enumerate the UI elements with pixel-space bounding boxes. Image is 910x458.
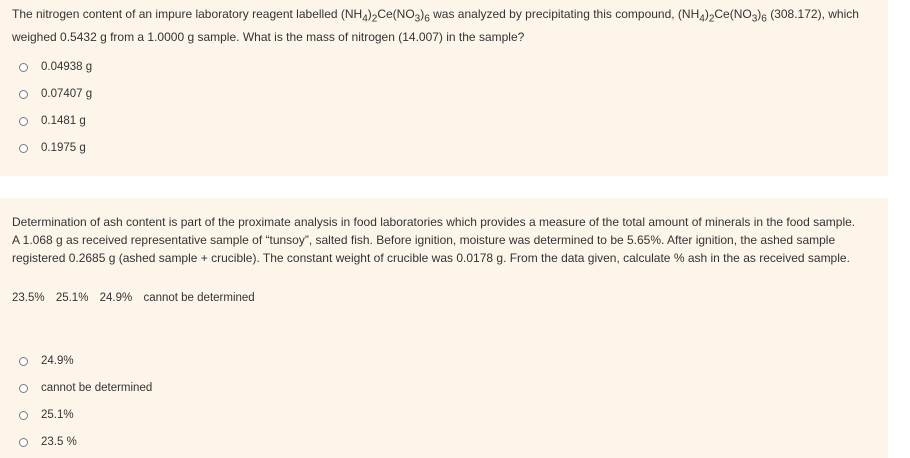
option-label: 25.1% xyxy=(41,409,74,421)
radio-button-icon[interactable] xyxy=(19,144,28,153)
option-label: 24.9% xyxy=(41,355,74,367)
radio-button-icon[interactable] xyxy=(19,63,28,72)
option-label: 0.07407 g xyxy=(41,88,93,100)
inline-choice: 25.1% xyxy=(55,292,89,304)
question-1-option-1[interactable] xyxy=(19,59,92,75)
option-label: 0.04938 g xyxy=(41,61,93,73)
radio-button-icon[interactable] xyxy=(19,357,28,366)
question-2-inline-choices xyxy=(12,292,263,304)
option-label: 0.1481 g xyxy=(41,115,86,127)
question-2-text: Determination of ash content is part of the proximate analysis in food laboratories which provides a measure of the total amount of minerals in the food sample. A 1.068 g as received representative sample of “tunsoy”, salted fish. Before ignition, moisture was determined to be 5.65%. After ignition, the ashed sample registered 0.2685 g (ashed sample + crucible). The constant weight of crucible was 0.0178 g. From the data given, calculate % ash in the as received sample. xyxy=(12,215,856,265)
inline-choice: 24.9% xyxy=(99,292,133,304)
question-1-option-4[interactable] xyxy=(19,140,86,156)
option-label: 23.5 % xyxy=(41,436,77,448)
question-1-option-3[interactable] xyxy=(19,113,86,129)
question-1-text: The nitrogen content of an impure laboratory reagent labelled $(NH_4)_2Ce(NO_3)_6$ was analyzed by precipitating this compound, $(NH_4)_2Ce(NO_3)_6$ (308.172), which weighed 0.5432 g from a 1.0000 g sample. What is the mass of nitrogen (14.007) in the sample? xyxy=(12,7,859,45)
question-1-card xyxy=(0,0,888,176)
question-2-option-2[interactable] xyxy=(19,380,152,396)
inline-choice: cannot be determined xyxy=(143,292,255,304)
question-2-option-3[interactable] xyxy=(19,407,74,423)
option-label: 0.1975 g xyxy=(41,142,86,154)
question-2-option-4[interactable] xyxy=(19,434,77,450)
question-1-option-2[interactable] xyxy=(19,86,92,102)
radio-button-icon[interactable] xyxy=(19,90,28,99)
question-2-card xyxy=(0,198,888,458)
radio-button-icon[interactable] xyxy=(19,384,28,393)
option-label: cannot be determined xyxy=(41,382,153,394)
radio-button-icon[interactable] xyxy=(19,411,28,420)
radio-button-icon[interactable] xyxy=(19,438,28,447)
radio-button-icon[interactable] xyxy=(19,117,28,126)
question-2-option-1[interactable] xyxy=(19,353,74,369)
inline-choice: 23.5% xyxy=(12,292,45,304)
